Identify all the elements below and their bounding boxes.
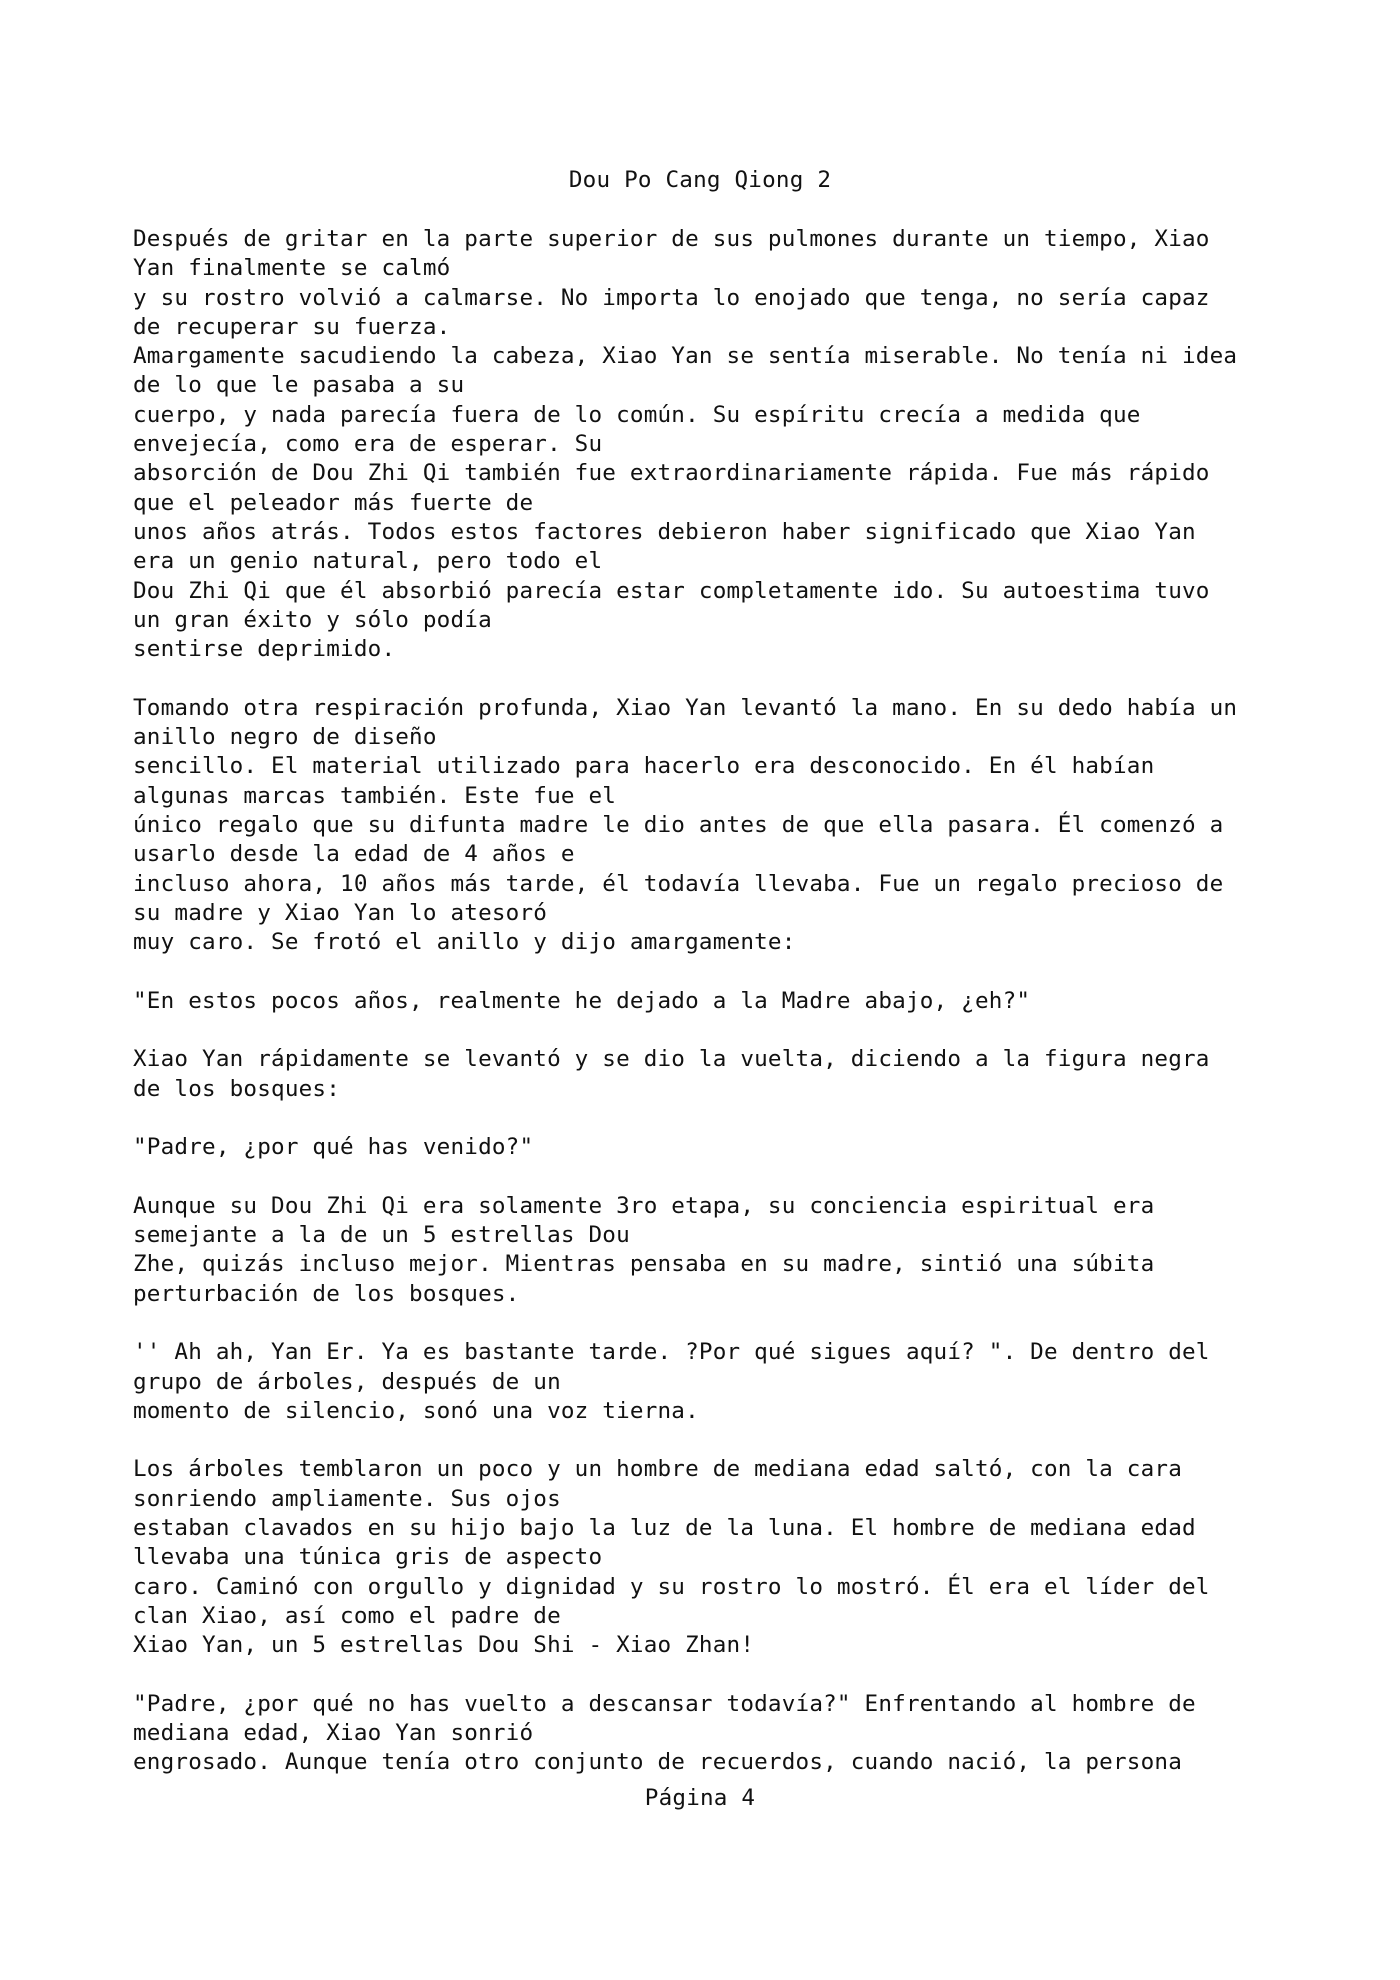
document-body	[133, 225, 1333, 1778]
text-line: Xiao Yan, un 5 estrellas Dou Shi - Xiao Zhan!	[133, 1632, 755, 1659]
text-line: sencillo. El material utilizado para hacerlo era desconocido. En él habían	[133, 753, 1155, 780]
text-line: y su rostro volvió a calmarse. No importa lo enojado que tenga, no sería capaz	[133, 284, 1210, 311]
text-line: un gran éxito y sólo podía	[133, 606, 492, 633]
blank-line	[133, 1163, 1333, 1192]
text-line: era un genio natural, pero todo el	[133, 548, 603, 575]
text-line: sonriendo ampliamente. Sus ojos	[133, 1485, 561, 1512]
text-line: estaban clavados en su hijo bajo la luz de la luna. El hombre de mediana edad	[133, 1515, 1196, 1542]
text-line: usarlo desde la edad de 4 años e	[133, 841, 575, 868]
text-line: Después de gritar en la parte superior de sus pulmones durante un tiempo, Xiao	[133, 226, 1210, 252]
text-line: algunas marcas también. Este fue el	[133, 782, 617, 809]
text-line: Zhe, quizás incluso mejor. Mientras pensaba en su madre, sintió una súbita	[133, 1251, 1155, 1278]
text-line: absorción de Dou Zhi Qi también fue extraordinariamente rápida. Fue más rápido	[133, 460, 1210, 487]
text-line: semejante a la de un 5 estrellas Dou	[133, 1222, 630, 1249]
blank-line	[133, 957, 1333, 986]
text-line: de los bosques:	[133, 1075, 341, 1102]
text-line: caro. Caminó con orgullo y dignidad y su rostro lo mostró. Él era el líder del	[133, 1573, 1210, 1600]
text-line: muy caro. Se frotó el anillo y dijo amargamente:	[133, 929, 796, 956]
text-line: sentirse deprimido.	[133, 636, 396, 663]
text-line: '' Ah ah, Yan Er. Ya es bastante tarde. ?Por qué sigues aquí? ". De dentro del	[133, 1339, 1210, 1366]
text-line: Xiao Yan rápidamente se levantó y se dio la vuelta, diciendo a la figura negra	[133, 1046, 1210, 1073]
text-line: Tomando otra respiración profunda, Xiao Yan levantó la mano. En su dedo había un	[133, 694, 1238, 721]
text-line: Aunque su Dou Zhi Qi era solamente 3ro etapa, su conciencia espiritual era	[133, 1192, 1155, 1219]
text-line: único regalo que su difunta madre le dio antes de que ella pasara. Él comenzó a	[133, 811, 1224, 838]
text-line: Amargamente sacudiendo la cabeza, Xiao Yan se sentía miserable. No tenía ni idea	[133, 343, 1238, 370]
text-line: su madre y Xiao Yan lo atesoró	[133, 899, 548, 926]
text-line: perturbación de los bosques.	[133, 1280, 520, 1307]
text-line: de recuperar su fuerza.	[133, 313, 451, 340]
text-line: anillo negro de diseño	[133, 724, 437, 751]
text-line: Los árboles temblaron un poco y un hombre de mediana edad saltó, con la cara	[133, 1456, 1182, 1483]
blank-line	[133, 1104, 1333, 1133]
blank-line	[133, 1309, 1333, 1338]
text-line: mediana edad, Xiao Yan sonrió	[133, 1720, 534, 1747]
text-line: engrosado. Aunque tenía otro conjunto de recuerdos, cuando nació, la persona	[133, 1749, 1182, 1776]
blank-line	[133, 1016, 1333, 1045]
text-line: llevaba una túnica gris de aspecto	[133, 1544, 603, 1571]
text-line: "Padre, ¿por qué has venido?"	[133, 1134, 534, 1161]
text-line: que el peleador más fuerte de	[133, 489, 534, 516]
text-line: incluso ahora, 10 años más tarde, él todavía llevaba. Fue un regalo precioso de	[133, 870, 1224, 897]
text-line: momento de silencio, sonó una voz tierna.	[133, 1397, 699, 1424]
text-line: Yan finalmente se calmó	[133, 255, 451, 282]
text-line: Dou Zhi Qi que él absorbió parecía estar completamente ido. Su autoestima tuvo	[133, 577, 1210, 604]
text-line: "En estos pocos años, realmente he dejado a la Madre abajo, ¿eh?"	[133, 987, 1031, 1014]
text-line: unos años atrás. Todos estos factores debieron haber significado que Xiao Yan	[133, 518, 1196, 545]
text-line: envejecía, como era de esperar. Su	[133, 431, 603, 458]
text-line: grupo de árboles, después de un	[133, 1368, 561, 1395]
text-line: de lo que le pasaba a su	[133, 372, 465, 399]
blank-line	[133, 1661, 1333, 1690]
text-line: cuerpo, y nada parecía fuera de lo común. Su espíritu crecía a medida que	[133, 401, 1141, 428]
page-number: Página 4	[644, 1785, 756, 1811]
text-line: "Padre, ¿por qué no has vuelto a descansar todavía?" Enfrentando al hombre de	[133, 1690, 1196, 1717]
document-title: Dou Po Cang Qiong 2	[568, 167, 832, 193]
blank-line	[133, 664, 1333, 693]
text-line: clan Xiao, así como el padre de	[133, 1602, 561, 1629]
blank-line	[133, 1426, 1333, 1455]
